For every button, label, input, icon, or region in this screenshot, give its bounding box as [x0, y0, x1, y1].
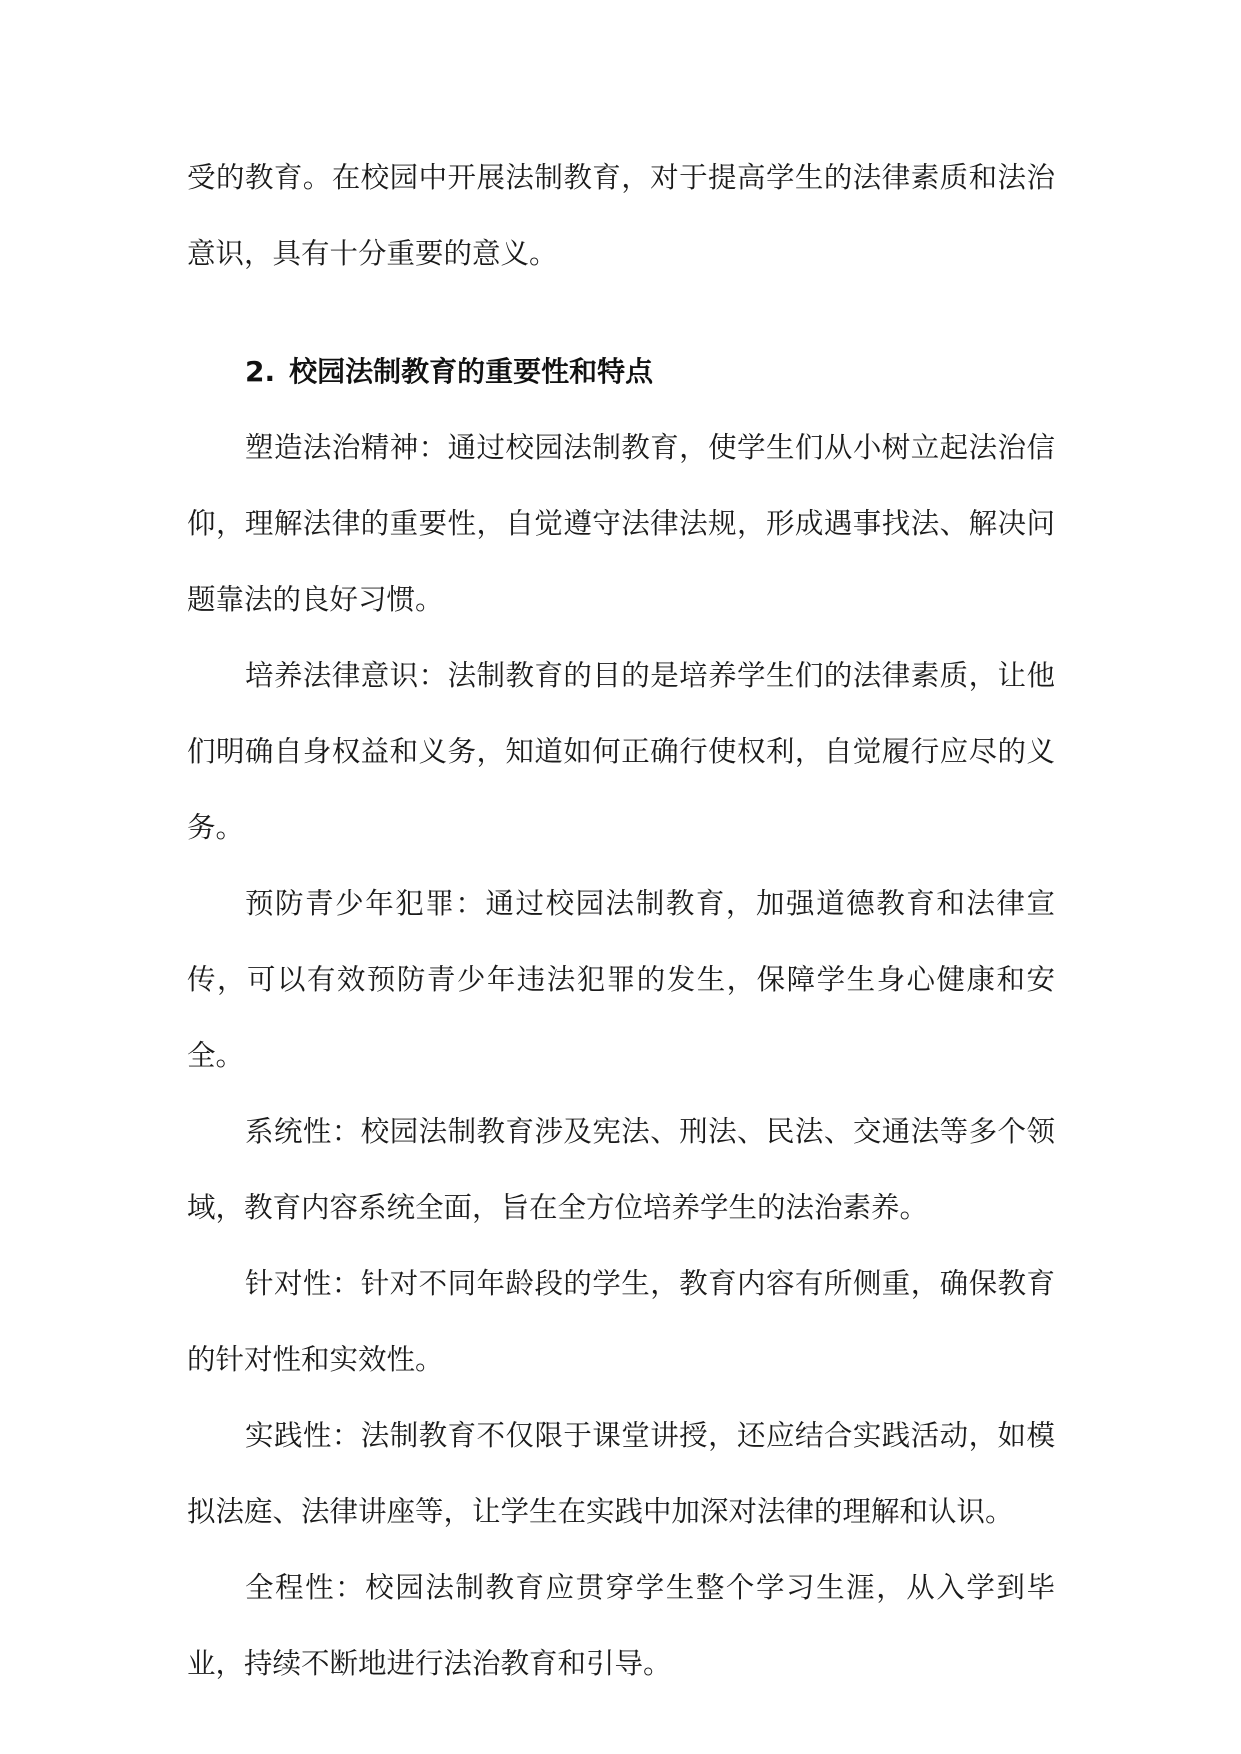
section-number: 2. [245, 355, 276, 388]
paragraph-practical: 实践性：法制教育不仅限于课堂讲授，还应结合实践活动，如模拟法庭、法律讲座等，让学生在实践中加深对法律的理解和认识。 [187, 1419, 1055, 1528]
paragraph-legal-awareness: 培养法律意识：法制教育的目的是培养学生们的法律素质，让他们明确自身权益和义务，知道如何正确行使权利，自觉履行应尽的义务。 [187, 659, 1055, 844]
document-body [187, 140, 1055, 1702]
paragraph-shape-rule-of-law: 塑造法治精神：通过校园法制教育，使学生们从小树立起法治信仰，理解法律的重要性，自觉遵守法律法规，形成遇事找法、解决问题靠法的良好习惯。 [187, 431, 1055, 616]
paragraph-targeted: 针对性：针对不同年龄段的学生，教育内容有所侧重，确保教育的针对性和实效性。 [187, 1267, 1055, 1376]
paragraph-systematic: 系统性：校园法制教育涉及宪法、刑法、民法、交通法等多个领域，教育内容系统全面，旨在全方位培养学生的法治素养。 [187, 1115, 1055, 1224]
paragraph-whole-process: 全程性：校园法制教育应贯穿学生整个学习生涯，从入学到毕业，持续不断地进行法治教育和引导。 [187, 1571, 1055, 1680]
section-title: 校园法制教育的重要性和特点 [289, 355, 654, 388]
section-heading [187, 334, 1055, 410]
paragraph-crime-prevention: 预防青少年犯罪：通过校园法制教育，加强道德教育和法律宣传，可以有效预防青少年违法犯罪的发生，保障学生身心健康和安全。 [187, 887, 1055, 1072]
intro-paragraph: 受的教育。在校园中开展法制教育，对于提高学生的法律素质和法治意识，具有十分重要的意义。 [187, 161, 1055, 270]
